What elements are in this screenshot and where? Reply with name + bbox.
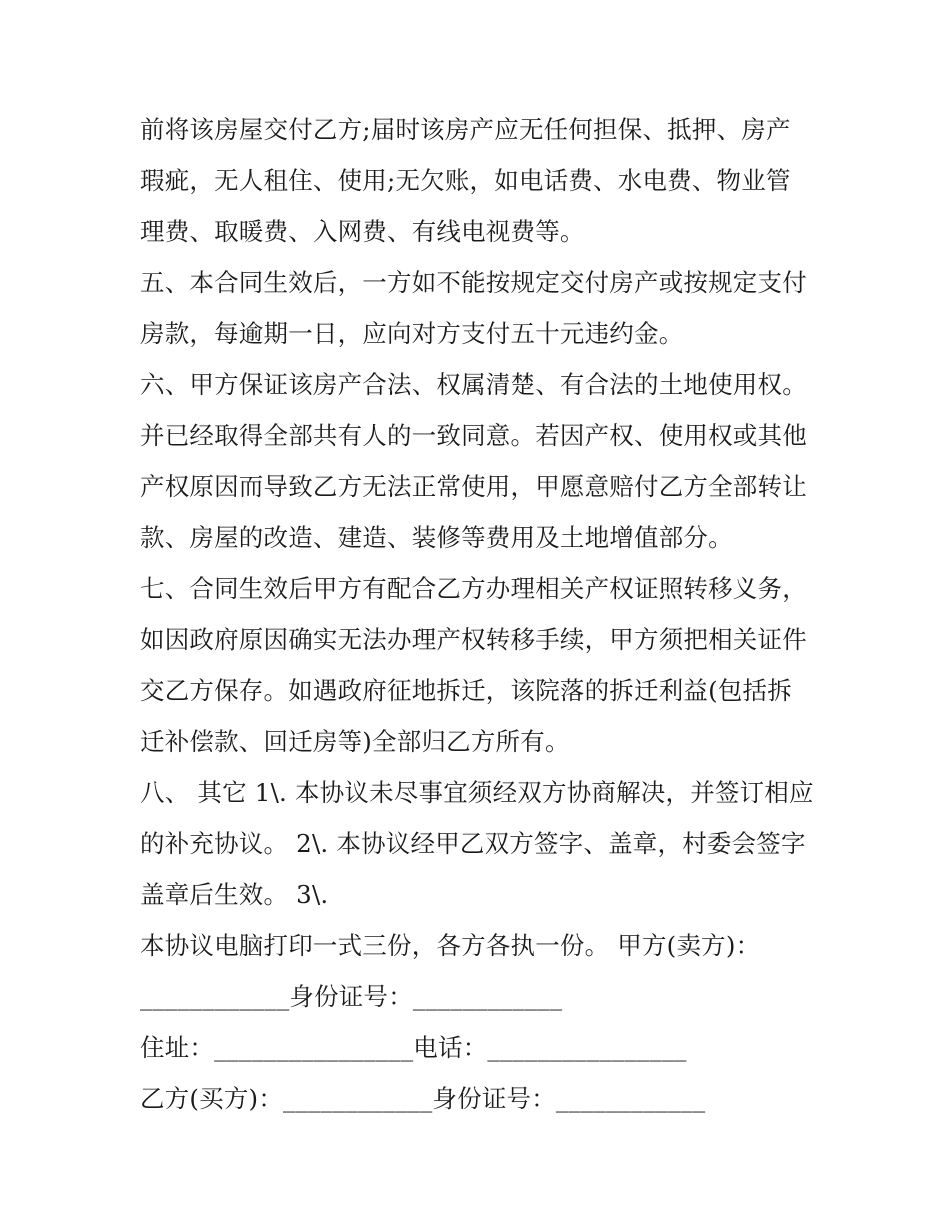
clause-six-line-4: 款、房屋的改造、建造、装修等费用及土地增值部分。	[140, 523, 733, 552]
contract-line-3: 理费、取暖费、入网费、有线电视费等。	[140, 217, 585, 246]
clause-seven-line-3: 交乙方保存。如遇政府征地拆迁，该院落的拆迁利益(包括拆	[140, 676, 792, 705]
clause-seven-line-2: 如因政府原因确实无法办理产权转移手续，甲方须把相关证件	[140, 625, 807, 654]
clause-eight-line-2: 的补充协议。 2\. 本协议经甲乙双方签字、盖章，村委会签字	[140, 829, 806, 858]
party-b-signature-line: 乙方(买方)：____________身份证号：____________	[140, 1084, 706, 1113]
clause-five-line-2: 房款，每逾期一日，应向对方支付五十元违约金。	[140, 319, 684, 348]
clause-seven-line-1: 七、合同生效后甲方有配合乙方办理相关产权证照转移义务，	[140, 574, 807, 603]
clause-eight-line-1: 八、 其它 1\. 本协议未尽事宜须经双方协商解决，并签订相应	[140, 778, 814, 807]
clause-five-line-1: 五、本合同生效后，一方如不能按规定交付房产或按规定支付	[140, 268, 807, 297]
contract-body	[140, 104, 820, 1124]
clause-seven-line-4: 迁补偿款、回迁房等)全部归乙方所有。	[140, 727, 570, 756]
address-phone-line: 住址：________________电话：________________	[140, 1033, 687, 1062]
clause-six-line-2: 并已经取得全部共有人的一致同意。若因产权、使用权或其他	[140, 421, 807, 450]
party-a-signature-line: ____________身份证号：____________	[140, 982, 563, 1011]
clause-eight-line-3: 盖章后生效。 3\.	[140, 880, 329, 909]
copies-and-party-a-line: 本协议电脑打印一式三份，各方各执一份。 甲方(卖方)：	[140, 931, 761, 960]
contract-line-1: 前将该房屋交付乙方;届时该房产应无任何担保、抵押、房产	[140, 115, 791, 144]
clause-six-line-1: 六、甲方保证该房产合法、权属清楚、有合法的土地使用权。	[140, 370, 807, 399]
contract-line-2: 瑕疵，无人租住、使用;无欠账，如电话费、水电费、物业管	[140, 166, 791, 195]
clause-six-line-3: 产权原因而导致乙方无法正常使用，甲愿意赔付乙方全部转让	[140, 472, 807, 501]
